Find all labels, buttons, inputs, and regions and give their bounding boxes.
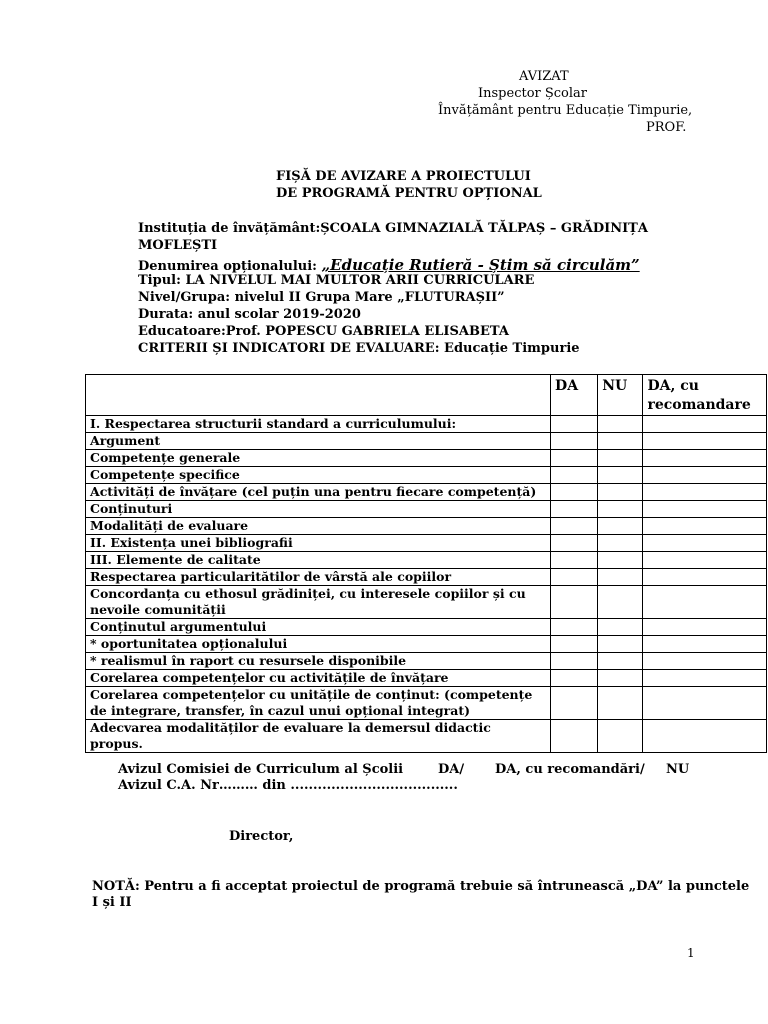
nu-cell[interactable] bbox=[598, 687, 643, 720]
optional-line bbox=[138, 256, 640, 274]
recomandare-cell[interactable] bbox=[643, 619, 767, 636]
nu-cell[interactable] bbox=[598, 720, 643, 753]
table-row bbox=[86, 450, 767, 467]
header-criterion bbox=[86, 375, 551, 416]
option-nu: NU bbox=[666, 762, 690, 777]
criteria-value: Educație Timpurie bbox=[444, 341, 580, 356]
institution-value: ȘCOALA GIMNAZIALĂ TĂLPAȘ – GRĂDINIȚA bbox=[320, 221, 648, 236]
da-cell[interactable] bbox=[551, 467, 598, 484]
director-label: Director, bbox=[229, 829, 294, 844]
nu-cell[interactable] bbox=[598, 586, 643, 619]
recomandare-cell[interactable] bbox=[643, 518, 767, 535]
recomandare-cell[interactable] bbox=[643, 586, 767, 619]
nu-cell[interactable] bbox=[598, 450, 643, 467]
table-row bbox=[86, 569, 767, 586]
table-row bbox=[86, 720, 767, 753]
header-nu: NU bbox=[598, 375, 643, 416]
table-row bbox=[86, 518, 767, 535]
criterion-cell: II. Existența unei bibliografii bbox=[86, 535, 551, 552]
table-row bbox=[86, 586, 767, 619]
recomandare-cell[interactable] bbox=[643, 569, 767, 586]
recomandare-cell[interactable] bbox=[643, 484, 767, 501]
criterion-cell: Conținutul argumentului bbox=[86, 619, 551, 636]
page-number: 1 bbox=[687, 946, 695, 960]
recomandare-cell[interactable] bbox=[643, 653, 767, 670]
note-line: NOTĂ: Pentru a fi acceptat proiectul de programă trebuie să întrunească „DA” la punctele bbox=[92, 879, 750, 894]
nu-cell[interactable] bbox=[598, 416, 643, 433]
criteria-line bbox=[138, 341, 580, 356]
nu-cell[interactable] bbox=[598, 653, 643, 670]
header-da: DA bbox=[551, 375, 598, 416]
recomandare-cell[interactable] bbox=[643, 687, 767, 720]
nu-cell[interactable] bbox=[598, 467, 643, 484]
da-cell[interactable] bbox=[551, 450, 598, 467]
nu-cell[interactable] bbox=[598, 535, 643, 552]
prof-label: PROF. bbox=[646, 120, 687, 135]
da-cell[interactable] bbox=[551, 501, 598, 518]
da-cell[interactable] bbox=[551, 416, 598, 433]
nu-cell[interactable] bbox=[598, 433, 643, 450]
table-row bbox=[86, 535, 767, 552]
da-cell[interactable] bbox=[551, 720, 598, 753]
da-cell[interactable] bbox=[551, 653, 598, 670]
nu-cell[interactable] bbox=[598, 501, 643, 518]
table-row bbox=[86, 636, 767, 653]
criterion-cell: Adecvarea modalităților de evaluare la demersul didactic propus. bbox=[86, 720, 551, 753]
da-cell[interactable] bbox=[551, 518, 598, 535]
header-da-cu-recomandare: DA, cu recomandare bbox=[643, 375, 767, 416]
da-cell[interactable] bbox=[551, 433, 598, 450]
inspector-label: Inspector Școlar bbox=[478, 86, 588, 101]
type-line bbox=[138, 273, 534, 288]
criterion-cell: Concordanța cu ethosul grădiniței, cu interesele copiilor și cu nevoile comunității bbox=[86, 586, 551, 619]
criterion-cell: Corelarea competențelor cu activitățile de învățare bbox=[86, 670, 551, 687]
table-row bbox=[86, 501, 767, 518]
recomandare-cell[interactable] bbox=[643, 720, 767, 753]
da-cell[interactable] bbox=[551, 619, 598, 636]
criterion-cell: Competențe specifice bbox=[86, 467, 551, 484]
nu-cell[interactable] bbox=[598, 619, 643, 636]
criterion-cell: * realismul în raport cu resursele disponibile bbox=[86, 653, 551, 670]
criterion-cell: * oportunitatea opționalului bbox=[86, 636, 551, 653]
criterion-cell: Modalități de evaluare bbox=[86, 518, 551, 535]
commission-label: Avizul Comisiei de Curriculum al Școlii bbox=[118, 762, 404, 777]
criterion-cell: Competențe generale bbox=[86, 450, 551, 467]
criteria-label: CRITERII ȘI INDICATORI DE EVALUARE: bbox=[138, 341, 440, 356]
criterion-cell: I. Respectarea structurii standard a curriculumului: bbox=[86, 416, 551, 433]
document-title-line2: DE PROGRAMĂ PENTRU OPȚIONAL bbox=[276, 186, 542, 201]
nu-cell[interactable] bbox=[598, 484, 643, 501]
nu-cell[interactable] bbox=[598, 552, 643, 569]
da-cell[interactable] bbox=[551, 569, 598, 586]
type-value: LA NIVELUL MAI MULTOR ARII CURRICULARE bbox=[185, 273, 535, 288]
table-row bbox=[86, 687, 767, 720]
table-row bbox=[86, 670, 767, 687]
avizat-label: AVIZAT bbox=[519, 69, 569, 84]
table-row bbox=[86, 552, 767, 569]
table-row bbox=[86, 619, 767, 636]
option-da-cu-recomandari: DA, cu recomandări/ bbox=[495, 762, 645, 777]
table-header-row bbox=[86, 375, 767, 416]
criterion-cell: Conținuturi bbox=[86, 501, 551, 518]
optional-value: „Educație Rutieră - Știm să circulăm” bbox=[321, 256, 640, 274]
type-label: Tipul: bbox=[138, 273, 181, 288]
institution-label: Instituția de învățământ: bbox=[138, 221, 321, 236]
note-line-cont: I și II bbox=[92, 895, 132, 910]
criterion-cell: Argument bbox=[86, 433, 551, 450]
recomandare-cell[interactable] bbox=[643, 433, 767, 450]
recomandare-cell[interactable] bbox=[643, 552, 767, 569]
da-cell[interactable] bbox=[551, 535, 598, 552]
nu-cell[interactable] bbox=[598, 670, 643, 687]
nu-cell[interactable] bbox=[598, 636, 643, 653]
duration-line: Durata: anul scolar 2019-2020 bbox=[138, 307, 361, 322]
teacher-line: Educatoare:Prof. POPESCU GABRIELA ELISABETA bbox=[138, 324, 509, 339]
recomandare-cell[interactable] bbox=[643, 501, 767, 518]
criterion-cell: III. Elemente de calitate bbox=[86, 552, 551, 569]
table-row bbox=[86, 416, 767, 433]
table-row bbox=[86, 484, 767, 501]
da-cell[interactable] bbox=[551, 670, 598, 687]
nu-cell[interactable] bbox=[598, 569, 643, 586]
option-da: DA/ bbox=[438, 762, 465, 777]
criterion-cell: Respectarea particularitătilor de vârstă ale copiilor bbox=[86, 569, 551, 586]
criterion-cell: Activități de învățare (cel puțin una pentru fiecare competență) bbox=[86, 484, 551, 501]
institution-value-cont: MOFLEȘTI bbox=[138, 238, 218, 253]
da-cell[interactable] bbox=[551, 552, 598, 569]
da-cell[interactable] bbox=[551, 636, 598, 653]
table-row bbox=[86, 433, 767, 450]
recomandare-cell[interactable] bbox=[643, 636, 767, 653]
criteria-table bbox=[85, 374, 767, 753]
da-cell[interactable] bbox=[551, 687, 598, 720]
recomandare-cell[interactable] bbox=[643, 416, 767, 433]
recomandare-cell[interactable] bbox=[643, 450, 767, 467]
table-row bbox=[86, 653, 767, 670]
nu-cell[interactable] bbox=[598, 518, 643, 535]
criterion-cell: Corelarea competențelor cu unitățile de conținut: (competențe de integrare, transfer, în cazul unui opțional integrat) bbox=[86, 687, 551, 720]
domain-label: Învățământ pentru Educație Timpurie, bbox=[438, 103, 693, 118]
optional-label: Denumirea opționalului: bbox=[138, 259, 317, 274]
recomandare-cell[interactable] bbox=[643, 670, 767, 687]
table-row bbox=[86, 467, 767, 484]
level-line: Nivel/Grupa: nivelul II Grupa Mare „FLUTURAȘII” bbox=[138, 290, 505, 305]
da-cell[interactable] bbox=[551, 586, 598, 619]
recomandare-cell[interactable] bbox=[643, 467, 767, 484]
ca-approval-line: Avizul C.A. Nr……… din ..................................... bbox=[118, 778, 458, 793]
recomandare-cell[interactable] bbox=[643, 535, 767, 552]
institution-line bbox=[138, 221, 648, 236]
da-cell[interactable] bbox=[551, 484, 598, 501]
document-title-line1: FIȘĂ DE AVIZARE A PROIECTULUI bbox=[276, 169, 531, 184]
